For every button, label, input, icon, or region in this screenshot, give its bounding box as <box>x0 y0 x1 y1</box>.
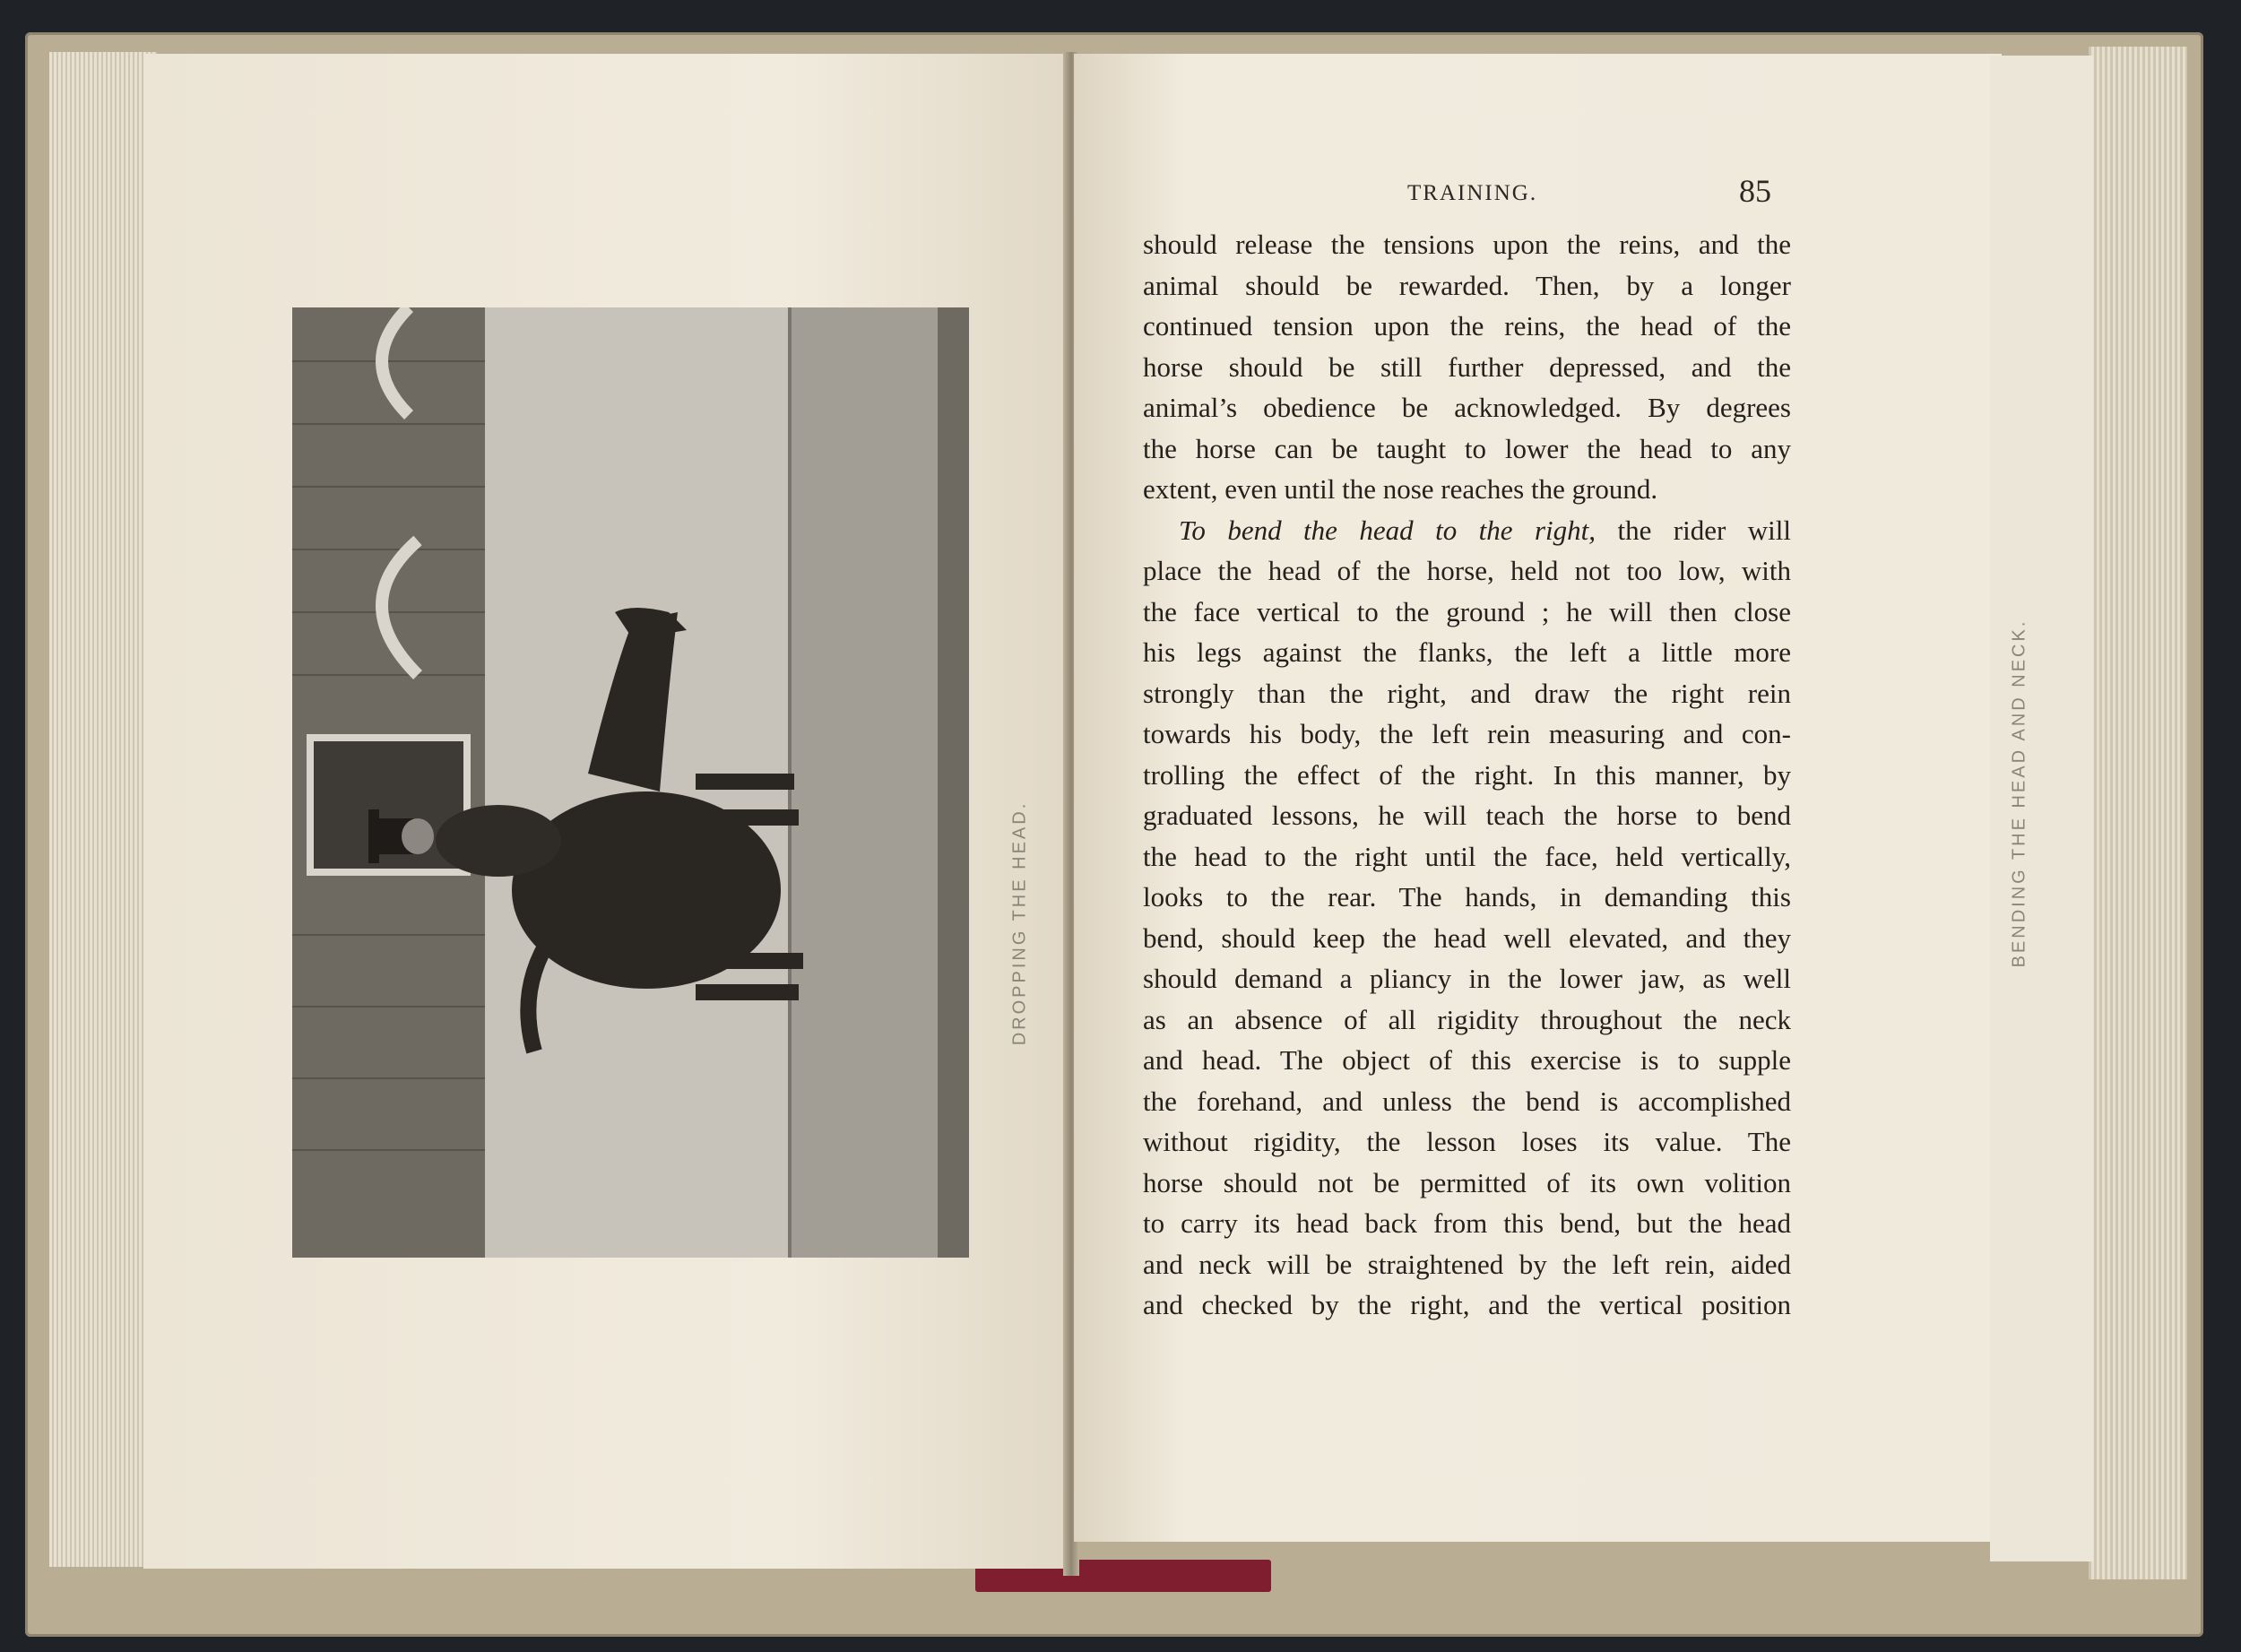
text-line: animal’s obedience be acknowledged. By degrees <box>1143 392 1791 423</box>
facing-plate-caption: BENDING THE HEAD AND NECK. <box>2009 618 2029 968</box>
left-page-edges <box>49 52 157 1567</box>
text-line: animal should be rewarded. Then, by a longer <box>1143 269 1791 301</box>
text-line: place the head of the horse, held not too low, with <box>1143 555 1791 586</box>
text-line: should release the tensions upon the reins, and the <box>1143 229 1791 260</box>
text-line: the face vertical to the ground ; he will then close <box>1143 595 1791 627</box>
text-line: and checked by the right, and the vertical position <box>1143 1289 1791 1320</box>
text-line: graduated lessons, he will teach the horse to bend <box>1143 800 1791 831</box>
text-line: bend, should keep the head well elevated, and they <box>1143 921 1791 954</box>
body-text <box>1143 224 1791 1326</box>
italic-heading-phrase: To bend the head to the right, <box>1179 514 1596 546</box>
text-line: horse should be still further depressed, and the <box>1143 350 1791 383</box>
text-line: extent, even until the nose reaches the ground. <box>1143 473 1658 505</box>
plate-caption: DROPPING THE HEAD. <box>1009 800 1030 1046</box>
text-line: and neck will be straightened by the left rein, aided <box>1143 1248 1791 1280</box>
text-line: towards his body, the left rein measuring and con- <box>1143 718 1791 749</box>
text-line: horse should not be permitted of its own volition <box>1143 1166 1791 1198</box>
horse-and-rider-photograph <box>292 307 969 1258</box>
text-line: continued tension upon the reins, the head of the <box>1143 310 1791 342</box>
text-line: should demand a pliancy in the lower jaw, as well <box>1143 963 1791 994</box>
text-line: strongly than the right, and draw the right rein <box>1143 677 1791 709</box>
text-line: as an absence of all rigidity throughout the neck <box>1143 1003 1791 1035</box>
text-line: to carry its head back from this bend, but the head <box>1143 1207 1791 1239</box>
text-line: the forehand, and unless the bend is accomplished <box>1143 1085 1791 1117</box>
text-line: looks to the rear. The hands, in demanding this <box>1143 881 1791 912</box>
text-line: and head. The object of this exercise is to supple <box>1143 1044 1791 1076</box>
facing-plate-edge <box>1990 56 2093 1561</box>
photograph-illustration <box>292 307 969 1258</box>
paragraph-first-line <box>1143 510 1791 551</box>
text-line: his legs against the flanks, the left a little more <box>1143 636 1791 668</box>
text-line: without rigidity, the lesson loses its value. The <box>1143 1126 1791 1157</box>
text-line: the horse can be taught to lower the head to any <box>1143 432 1791 464</box>
text-line: trolling the effect of the right. In this manner, by <box>1143 758 1791 791</box>
running-head: TRAINING. <box>1407 181 1538 205</box>
text-line: the head to the right until the face, held vertically, <box>1143 840 1791 872</box>
paragraph-first-line-rest: the rider will <box>1596 514 1792 546</box>
page-number: 85 <box>1739 173 1771 209</box>
right-page-edges <box>2089 47 2187 1579</box>
